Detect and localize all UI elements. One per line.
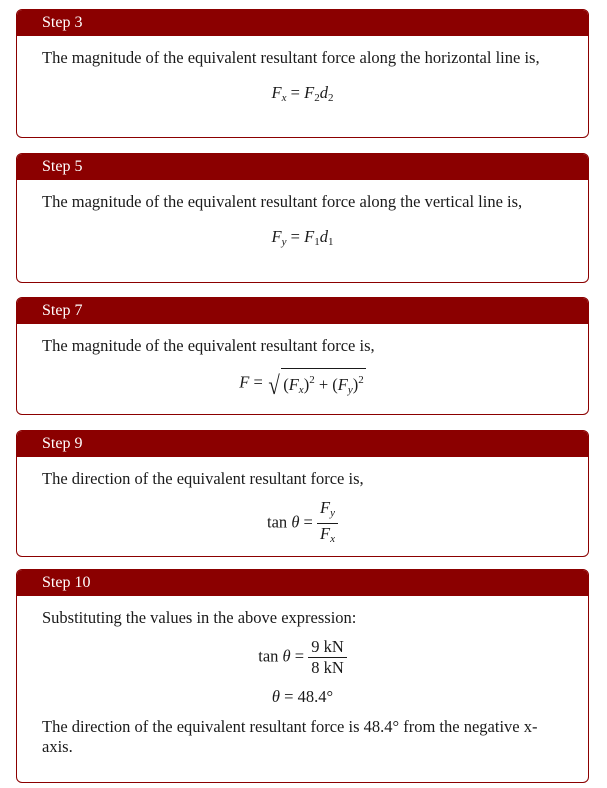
equation-fx: $F_x = F_2d_2$ (271, 83, 334, 104)
step-card (16, 297, 589, 415)
step-text: The direction of the equivalent resultant force is, (42, 469, 364, 488)
step-card (16, 569, 589, 783)
step-text: The magnitude of the equivalent resultant force is, (42, 336, 375, 355)
conclusion-text: The direction of the equivalent resultant force is 48.4° from the negative x-axis. (42, 717, 538, 756)
step-header: Step 9 (17, 431, 588, 457)
equation-fy: $F_y = F_1d_1$ (271, 227, 334, 248)
step-card (16, 430, 589, 557)
equation-theta: θ = 48.4° (271, 687, 334, 706)
equation-resultant: F = √ $(F_x)^2 + (F_y)^2$ (42, 368, 563, 399)
step-header: Step 10 (17, 570, 588, 596)
step-text: The magnitude of the equivalent resultant force along the horizontal line is, (42, 48, 540, 67)
step-header: Step 3 (17, 10, 588, 36)
fraction-numerator: 9 kN (308, 638, 347, 658)
theta-value: 48.4° (297, 687, 334, 706)
step-card (16, 153, 589, 283)
equation-tan: tan θ = $\frac{F_y}{F_x}$ (42, 499, 563, 548)
step-text: Substituting the values in the above expression: (42, 608, 357, 627)
fraction-denominator: 8 kN (311, 658, 344, 677)
step-header: Step 7 (17, 298, 588, 324)
equation-substitution: tan θ = $\frac{9 kN}{8 kN}$ (42, 638, 563, 677)
step-text: The magnitude of the equivalent resultant force along the vertical line is, (42, 192, 523, 211)
step-card (16, 9, 589, 138)
step-header: Step 5 (17, 154, 588, 180)
